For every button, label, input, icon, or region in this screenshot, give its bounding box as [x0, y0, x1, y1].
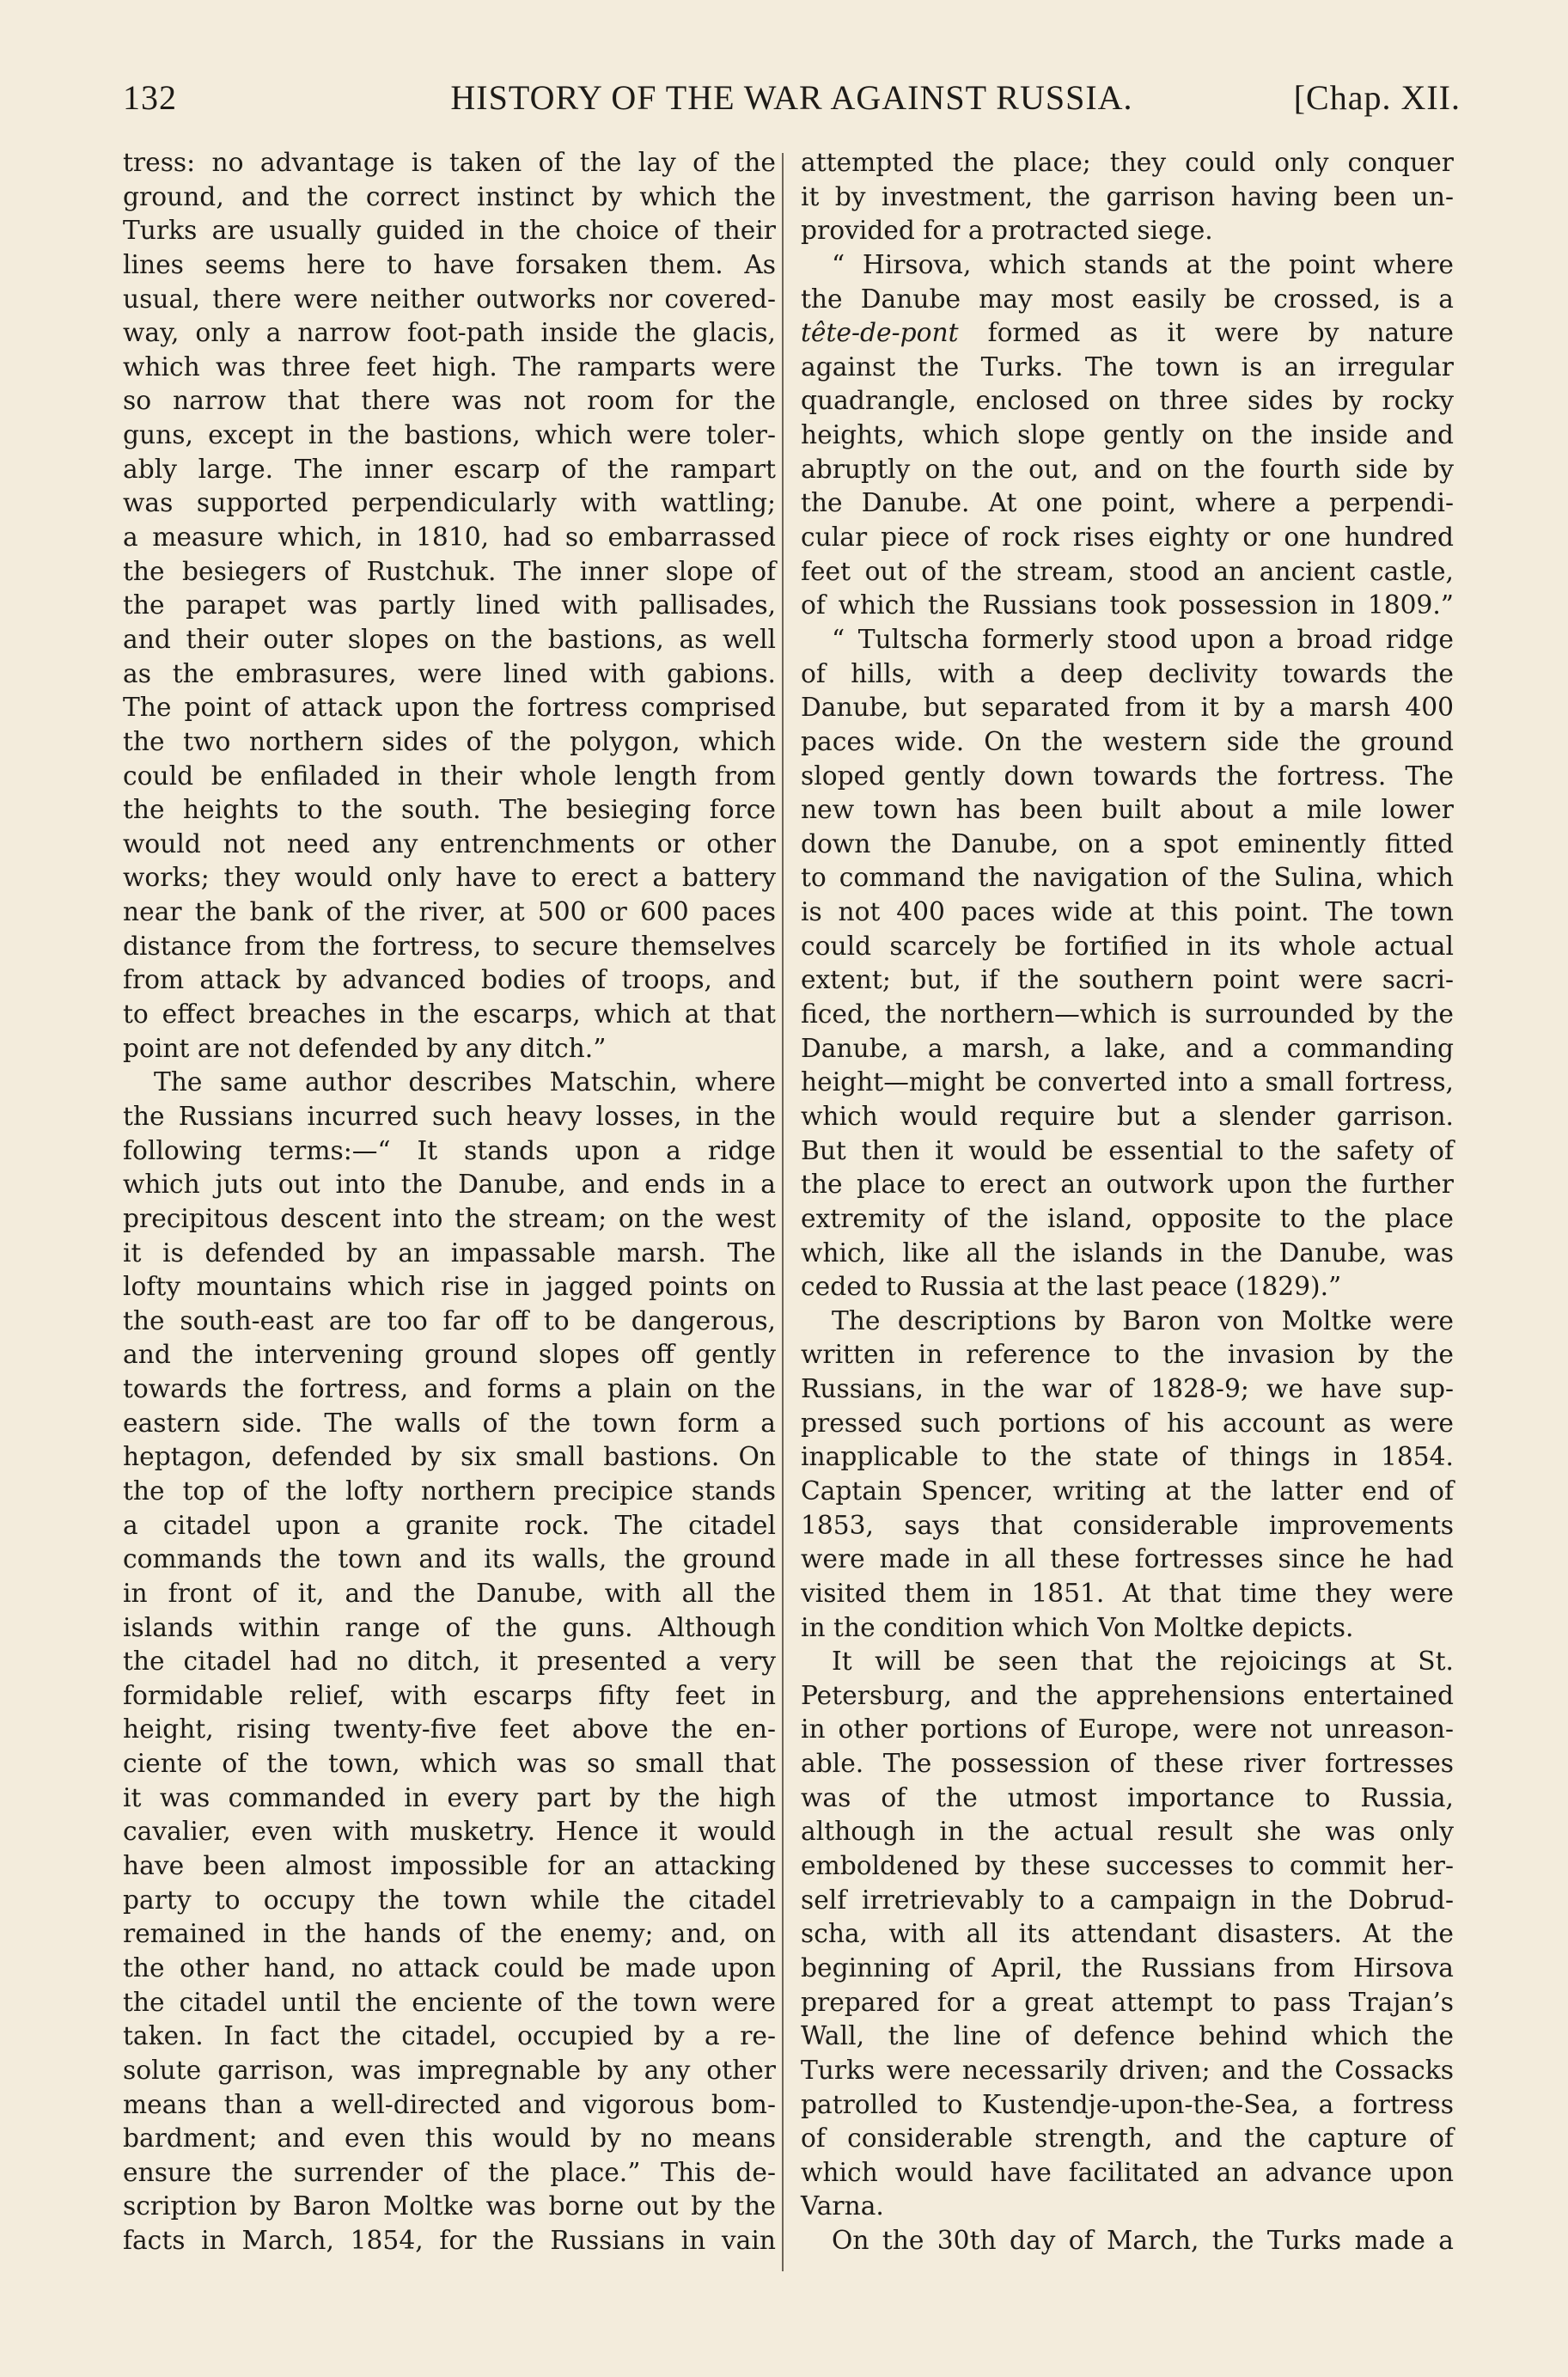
text-line: the other hand, no attack could be made upon	[123, 1952, 776, 1983]
text-line: the place to erect an outwork upon the further	[801, 1170, 1454, 1201]
text-line: in the condition which Von Moltke depicts.	[801, 1612, 1354, 1643]
text-line: way, only a narrow foot-path inside the glacis,	[123, 318, 776, 349]
text-line: a measure which, in 1810, had so embarrassed	[123, 522, 776, 553]
text-line: following terms:—“ It stands upon a ridge	[123, 1135, 776, 1166]
text-line: it by investment, the garrison having been un-	[801, 181, 1454, 212]
text-line: ficed, the northern—which is surrounded by the	[801, 999, 1454, 1030]
text-line: extremity of the island, opposite to the place	[801, 1203, 1454, 1234]
text-line: the besiegers of Rustchuk. The inner slope of	[123, 556, 776, 587]
text-line: the two northern sides of the polygon, which	[123, 726, 776, 757]
text-line: facts in March, 1854, for the Russians in vain	[123, 2226, 776, 2257]
text-line: Petersburg, and the apprehensions entertained	[801, 1680, 1454, 1711]
text-line: which, like all the islands in the Danube, was	[801, 1237, 1454, 1268]
text-line: solute garrison, was impregnable by any other	[123, 2055, 776, 2086]
text-line: it was commanded in every part by the high	[123, 1782, 776, 1813]
text-line: of considerable strength, and the capture of	[801, 2123, 1454, 2154]
running-header	[123, 77, 1461, 129]
text-line: “ Tultscha formerly stood upon a broad ridge	[832, 624, 1454, 655]
text-line: ensure the surrender of the place.” This de-	[123, 2157, 776, 2188]
text-line: although in the actual result she was only	[801, 1817, 1454, 1848]
text-line: guns, except in the bastions, which were toler-	[123, 420, 776, 451]
text-line: scha, with all its attendant disasters. At the	[801, 1919, 1454, 1950]
text-line: which was three feet high. The ramparts were	[123, 351, 776, 382]
text-line: which would require but a slender garrison.	[801, 1101, 1454, 1132]
text-line: On the 30th day of March, the Turks made a	[832, 2226, 1454, 2257]
text-line: so narrow that there was not room for the	[123, 386, 776, 417]
text-line: self irretrievably to a campaign in the Dobrud-	[801, 1885, 1454, 1916]
left-column	[123, 146, 776, 2258]
text-line: formidable relief, with escarps fifty feet in	[123, 1680, 776, 1711]
text-line: could be enfiladed in their whole length from	[123, 761, 776, 791]
text-line: would not need any entrenchments or other	[123, 828, 776, 859]
text-line: the top of the lofty northern precipice stands	[123, 1476, 776, 1506]
text-line: heptagon, defended by six small bastions. On	[123, 1442, 776, 1473]
text-line: Russians, in the war of 1828-9; we have sup-	[801, 1374, 1454, 1405]
text-line: pressed such portions of his account as were	[801, 1408, 1454, 1439]
text-line: Danube, a marsh, a lake, and a commanding	[801, 1033, 1454, 1064]
text-line: cular piece of rock rises eighty or one hundred	[801, 522, 1454, 553]
text-line: distance from the fortress, to secure themselves	[123, 931, 776, 962]
text-line: lofty mountains which rise in jagged points on	[123, 1272, 776, 1303]
text-line: remained in the hands of the enemy; and, on	[123, 1919, 776, 1950]
text-line: But then it would be essential to the safety of	[801, 1135, 1454, 1166]
text-line: the south-east are too far off to be dangerous,	[123, 1305, 776, 1336]
text-line: feet out of the stream, stood an ancient castle,	[801, 556, 1454, 587]
text-line: emboldened by these successes to commit her-	[801, 1851, 1454, 1882]
text-line: is not 400 paces wide at this point. The town	[801, 897, 1454, 928]
text-line: means than a well-directed and vigorous bom-	[123, 2089, 776, 2120]
text-line: Danube, but separated from it by a marsh 400	[801, 693, 1454, 724]
text-line: were made in all these fortresses since he had	[801, 1544, 1454, 1575]
text-line: the Danube may most easily be crossed, is a	[801, 284, 1454, 315]
text-line: It will be seen that the rejoicings at St.	[832, 1647, 1454, 1677]
text-line: provided for a protracted siege.	[801, 216, 1213, 247]
text-line: “ Hirsova, which stands at the point where	[832, 249, 1454, 280]
text-line: new town has been built about a mile lower	[801, 795, 1454, 826]
text-line: Captain Spencer, writing at the latter end of	[801, 1476, 1454, 1506]
text-line: of which the Russians took possession in 1809.”	[801, 590, 1454, 621]
text-line: precipitous descent into the stream; on the west	[123, 1203, 776, 1234]
text-line: towards the fortress, and forms a plain on the	[123, 1374, 776, 1405]
text-line: which juts out into the Danube, and ends in a	[123, 1170, 776, 1201]
text-line: a citadel upon a granite rock. The citadel	[123, 1510, 776, 1541]
text-line: which would have facilitated an advance upon	[801, 2157, 1454, 2188]
text-line: patrolled to Kustendje-upon-the-Sea, a fortress	[801, 2089, 1454, 2120]
text-line: of hills, with a deep declivity towards the	[801, 658, 1454, 689]
text-line: to effect breaches in the escarps, which at that	[123, 999, 776, 1030]
text-line: Varna.	[801, 2191, 884, 2222]
text-line: The descriptions by Baron von Moltke were	[832, 1305, 1454, 1336]
text-line: the heights to the south. The besieging force	[123, 795, 776, 826]
text-line: The same author describes Matschin, where	[154, 1067, 776, 1098]
chapter-marker: [Chap. XII.	[1293, 78, 1461, 117]
text-line: the Danube. At one point, where a perpendi-	[801, 488, 1454, 519]
text-line: cavalier, even with musketry. Hence it would	[123, 1817, 776, 1848]
text-line: ground, and the correct instinct by which the	[123, 181, 776, 212]
text-line: was of the utmost importance to Russia,	[801, 1782, 1454, 1813]
text-line: quadrangle, enclosed on three sides by rocky	[801, 386, 1454, 417]
text-line: usual, there were neither outworks nor covered-	[123, 284, 776, 315]
text-line: works; they would only have to erect a battery	[123, 863, 776, 894]
text-line: heights, which slope gently on the inside and	[801, 420, 1454, 451]
text-line: height, rising twenty-five feet above the en-	[123, 1714, 776, 1745]
text-line: prepared for a great attempt to pass Trajan’s	[801, 1987, 1454, 2018]
text-line: height—might be converted into a small fortress,	[801, 1067, 1454, 1098]
text-line: beginning of April, the Russians from Hirsova	[801, 1952, 1454, 1983]
text-line: to command the navigation of the Sulina, which	[801, 863, 1454, 894]
text-line: near the bank of the river, at 500 or 600 paces	[123, 897, 776, 928]
text-line: the citadel until the enciente of the town were	[123, 1987, 776, 2018]
text-line: able. The possession of these river fortresses	[801, 1749, 1454, 1780]
text-line: in other portions of Europe, were not unreason-	[801, 1714, 1454, 1745]
text-line: it is defended by an impassable marsh. The	[123, 1237, 776, 1268]
text-line: lines seems here to have forsaken them. As	[123, 249, 776, 280]
text-line: 1853, says that considerable improvements	[801, 1510, 1454, 1541]
text-line: abruptly on the out, and on the fourth side by	[801, 454, 1454, 485]
text-line: party to occupy the town while the citadel	[123, 1885, 776, 1916]
text-line: attempted the place; they could only conquer	[801, 148, 1454, 178]
text-line: and the intervening ground slopes off gently	[123, 1340, 776, 1371]
text-line: as the embrasures, were lined with gabions.	[123, 658, 776, 689]
text-line: paces wide. On the western side the ground	[801, 726, 1454, 757]
text-line: eastern side. The walls of the town form a	[123, 1408, 776, 1439]
text-line: down the Danube, on a spot eminently fitted	[801, 828, 1454, 859]
column-divider	[782, 153, 784, 2271]
text-line: the Russians incurred such heavy losses, in the	[123, 1101, 776, 1132]
text-line: visited them in 1851. At that time they were	[801, 1578, 1454, 1609]
text-line: have been almost impossible for an attacking	[123, 1851, 776, 1882]
text-line: scription by Baron Moltke was borne out by the	[123, 2191, 776, 2222]
text-line: bardment; and even this would by no means	[123, 2123, 776, 2154]
text-line: the citadel had no ditch, it presented a very	[123, 1647, 776, 1677]
text-line: taken. In fact the citadel, occupied by a re-	[123, 2021, 776, 2052]
text-line: was supported perpendicularly with wattling;	[123, 488, 776, 519]
text-line: Turks are usually guided in the choice of their	[123, 216, 776, 247]
text-line: and their outer slopes on the bastions, as well	[123, 624, 776, 655]
text-line: extent; but, if the southern point were sacri-	[801, 965, 1454, 996]
text-line: point are not defended by any ditch.”	[123, 1033, 607, 1064]
text-line: the parapet was partly lined with pallisades,	[123, 590, 776, 621]
text-line: ciente of the town, which was so small that	[123, 1749, 776, 1780]
text-line: sloped gently down towards the fortress. The	[801, 761, 1454, 791]
page-number: 132	[123, 78, 177, 117]
text-line: ceded to Russia at the last peace (1829).”	[801, 1272, 1342, 1303]
text-line: Turks were necessarily driven; and the Cossacks	[801, 2055, 1454, 2086]
text-line: inapplicable to the state of things in 1854.	[801, 1442, 1454, 1473]
text-line: commands the town and its walls, the ground	[123, 1544, 776, 1575]
text-line: The point of attack upon the fortress comprised	[123, 693, 776, 724]
text-line: tress: no advantage is taken of the lay of the	[123, 148, 776, 178]
running-title: HISTORY OF THE WAR AGAINST RUSSIA.	[450, 78, 1133, 117]
text-line: tête-de-pont formed as it were by nature	[801, 318, 1454, 349]
text-line: against the Turks. The town is an irregular	[801, 351, 1454, 382]
text-line: written in reference to the invasion by the	[801, 1340, 1454, 1371]
text-line: from attack by advanced bodies of troops, and	[123, 965, 776, 996]
text-line: Wall, the line of defence behind which the	[801, 2021, 1454, 2052]
text-line: in front of it, and the Danube, with all the	[123, 1578, 776, 1609]
right-column	[801, 146, 1454, 2258]
text-line: ably large. The inner escarp of the rampart	[123, 454, 776, 485]
text-line: could scarcely be fortified in its whole actual	[801, 931, 1454, 962]
text-line: islands within range of the guns. Although	[123, 1612, 776, 1643]
